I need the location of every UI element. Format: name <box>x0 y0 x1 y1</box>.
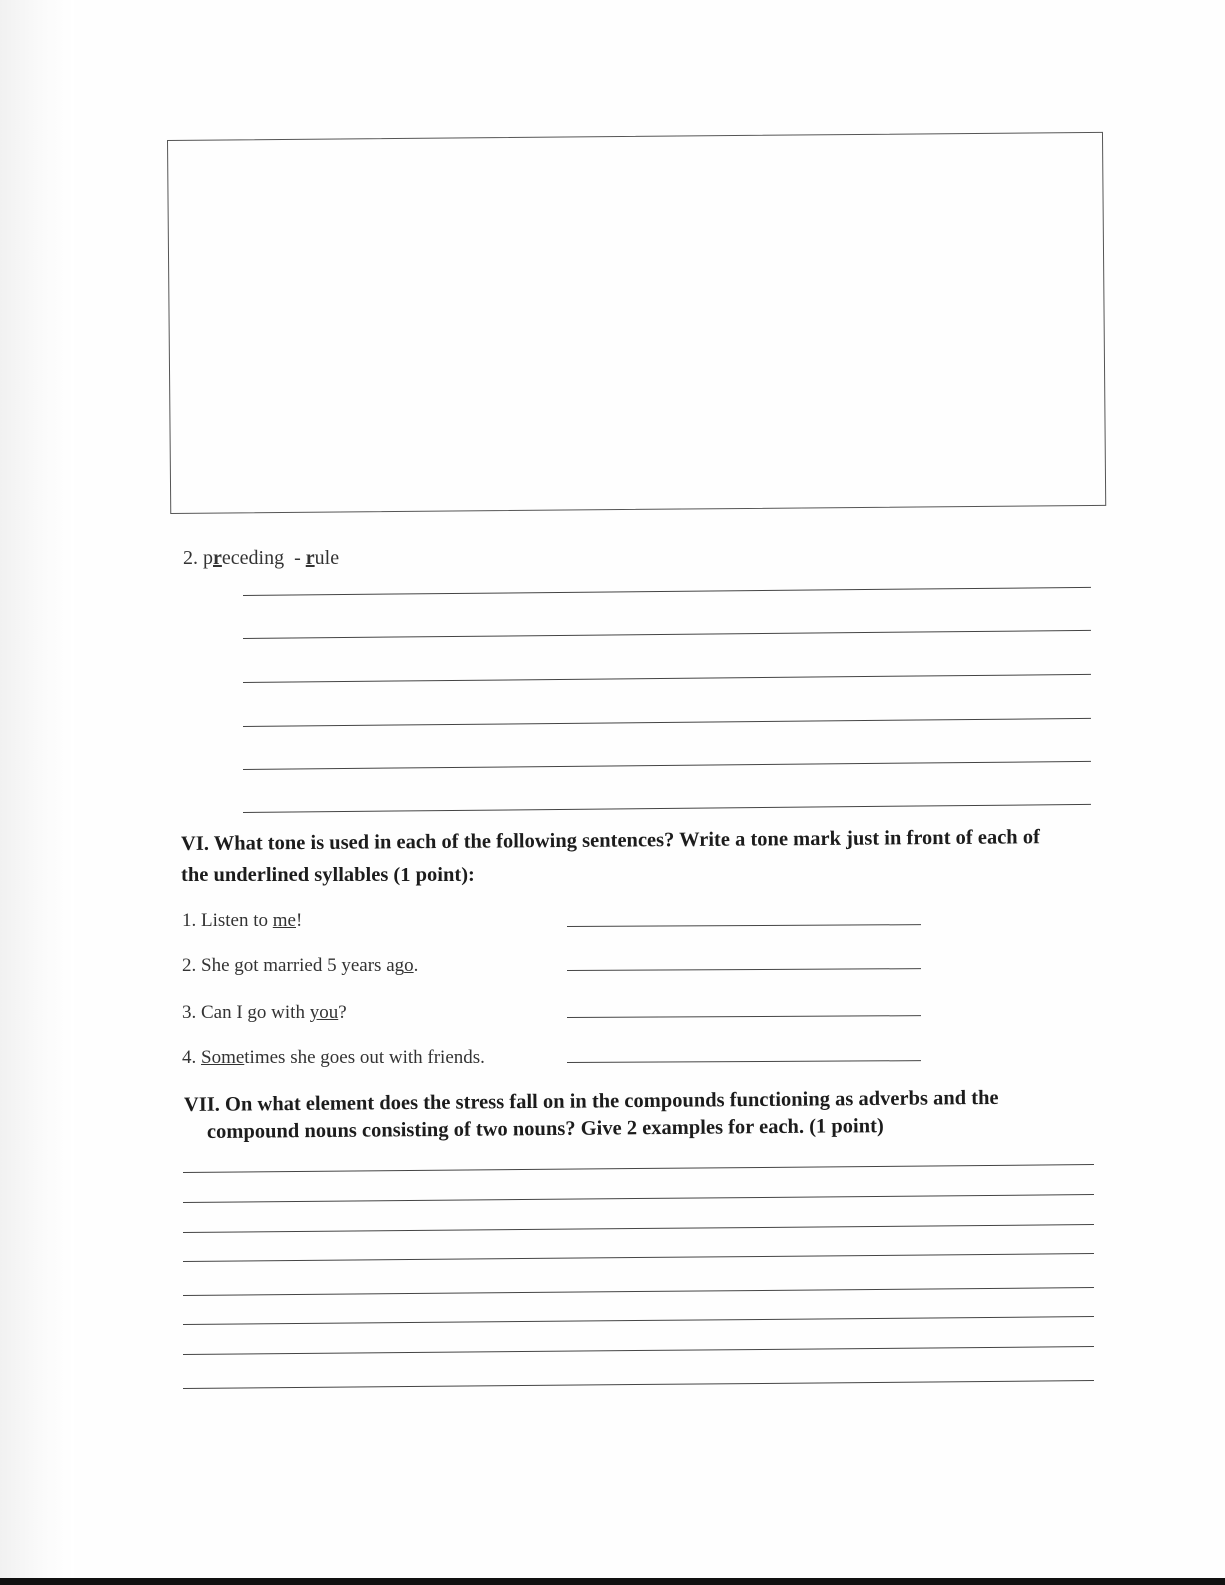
underlined-letter: r <box>213 547 222 569</box>
vii-answer-line[interactable] <box>183 1287 1094 1296</box>
underlined-syllable: me <box>272 910 296 931</box>
vi-answer-line-2[interactable] <box>567 968 921 971</box>
underlined-syllable: you <box>309 1002 339 1023</box>
word-part: eceding <box>221 547 285 569</box>
vi-answer-line-1[interactable] <box>567 924 921 927</box>
item-text: 4. <box>182 1047 201 1068</box>
answer-line[interactable] <box>243 718 1091 727</box>
answer-line[interactable] <box>243 674 1091 683</box>
vi-item-4 <box>182 1047 485 1069</box>
word-part: p <box>203 547 213 569</box>
word-part: ule <box>314 547 340 569</box>
vii-answer-line[interactable] <box>183 1224 1094 1233</box>
item-text: 2. She got married 5 years ag <box>182 955 405 976</box>
item-text: times she goes out with friends. <box>244 1047 485 1068</box>
vii-answer-line[interactable] <box>183 1253 1094 1262</box>
answer-line[interactable] <box>243 761 1091 770</box>
vii-answer-line[interactable] <box>183 1380 1094 1389</box>
answer-box[interactable] <box>167 132 1106 514</box>
answer-line[interactable] <box>243 587 1091 596</box>
section-vi-heading-line1: VI. What tone is used in each of the following sentences? Write a tone mark just in front of each of <box>180 826 1040 855</box>
separator: - <box>294 547 301 569</box>
underlined-letter: r <box>305 547 315 569</box>
vi-item-1 <box>182 910 302 932</box>
vii-answer-line[interactable] <box>183 1346 1094 1355</box>
item-text: 3. Can I go with <box>182 1002 310 1023</box>
scan-bottom-edge <box>0 1578 1225 1585</box>
vi-answer-line-3[interactable] <box>567 1015 921 1018</box>
item-text: . <box>413 955 419 976</box>
answer-line[interactable] <box>243 804 1091 813</box>
item-text: ! <box>296 910 303 931</box>
vii-answer-line[interactable] <box>183 1164 1094 1173</box>
answer-line[interactable] <box>243 630 1091 639</box>
item-2-prompt <box>183 547 339 570</box>
vi-item-2 <box>182 955 418 977</box>
vii-answer-line[interactable] <box>183 1316 1094 1325</box>
item-text: ? <box>338 1002 347 1023</box>
item-number: 2. <box>183 547 198 569</box>
scan-shadow <box>0 0 74 1585</box>
underlined-syllable: o <box>404 955 414 976</box>
section-vii-heading-line1: VII. On what element does the stress fall on in the compounds functioning as adverbs and the <box>183 1086 999 1116</box>
vi-answer-line-4[interactable] <box>567 1060 921 1063</box>
section-vii-heading-line2: compound nouns consisting of two nouns? Give 2 examples for each. (1 point) <box>206 1115 884 1143</box>
section-vi-heading-line2: the underlined syllables (1 point): <box>181 864 475 886</box>
vi-item-3 <box>182 1002 347 1024</box>
item-text: 1. Listen to <box>182 910 273 931</box>
vii-answer-line[interactable] <box>183 1194 1094 1203</box>
underlined-syllable: Some <box>201 1047 245 1068</box>
